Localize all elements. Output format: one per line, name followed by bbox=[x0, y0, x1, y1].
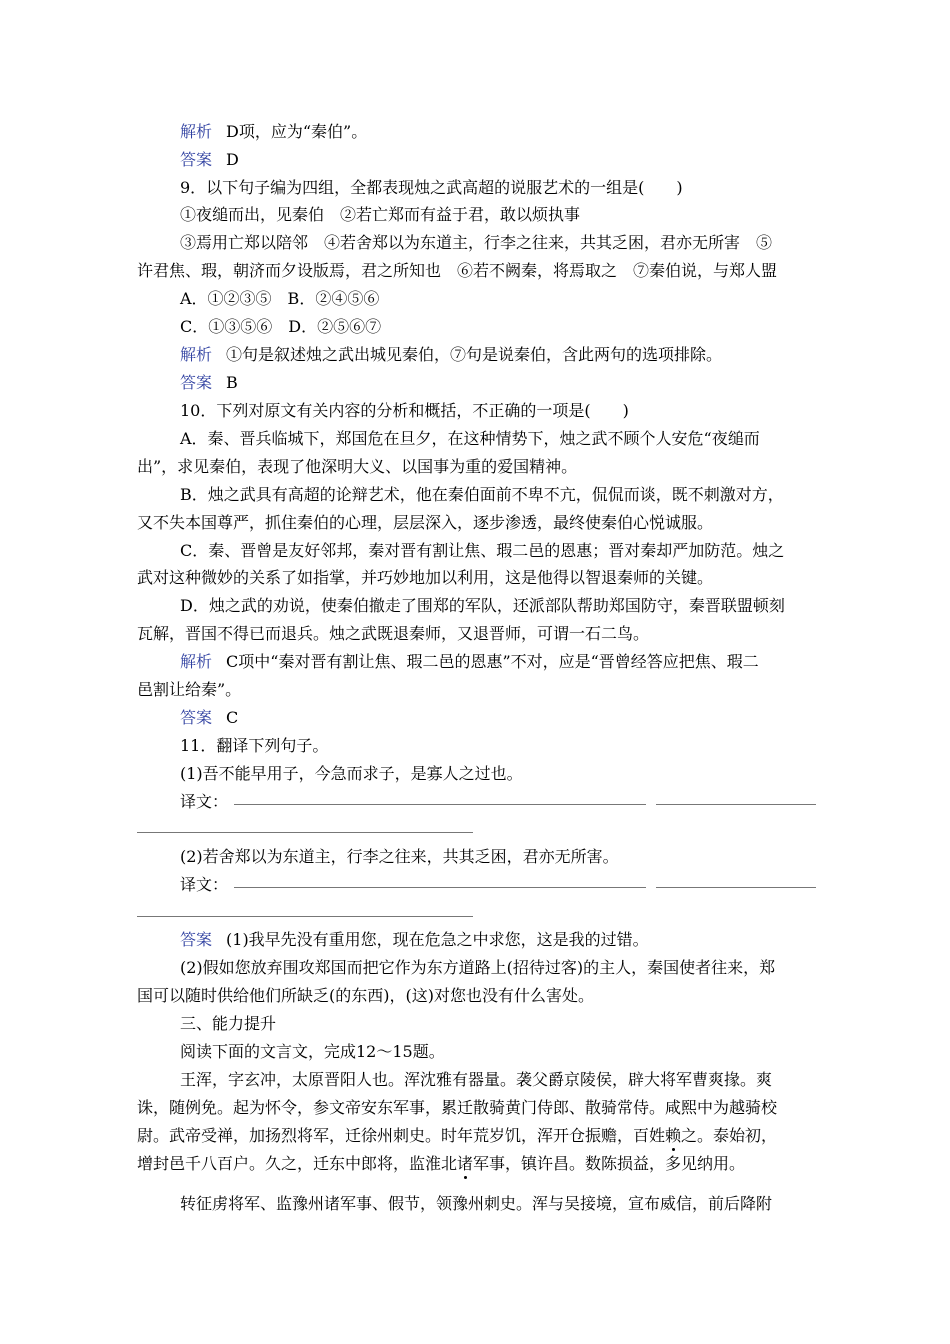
answer-label: 答案 bbox=[180, 708, 213, 727]
q10-analysis-line-2: 邑割让给秦”。 bbox=[137, 680, 242, 699]
q9-analysis-text: ①句是叙述烛之武出城见秦伯，⑦句是说秦伯，含此两句的选项排除。 bbox=[226, 345, 723, 364]
q10-option-d-line-1: D．烛之武的劝说，使秦伯撤走了围郑的军队，还派部队帮助郑国防守，秦晋联盟顿刻 bbox=[180, 596, 785, 615]
q10-option-d-line-2: 瓦解，晋国不得已而退兵。烛之武既退秦师，又退晋师，可谓一石二鸟。 bbox=[137, 624, 650, 643]
q9-sentences-line-2: ③焉用亡郑以陪邻 ④若舍郑以为东道主，行李之往来，共其乏困，君亦无所害 ⑤ bbox=[180, 233, 773, 252]
q9-answer-line bbox=[180, 372, 817, 394]
translation-blank-2b[interactable] bbox=[656, 887, 816, 888]
reading-instruction: 阅读下面的文言文，完成12～15题。 bbox=[180, 1042, 445, 1061]
q10-option-c-line-2: 武对这种微妙的关系了如指掌，并巧妙地加以利用，这是他得以智退秦师的关键。 bbox=[137, 568, 714, 587]
passage-text: 军事，镇许昌。数陈损益，多见纳用。 bbox=[473, 1154, 746, 1173]
q11-answer-line-1 bbox=[180, 929, 817, 951]
q8-answer-line bbox=[180, 149, 817, 171]
answer-label: 答案 bbox=[180, 930, 213, 949]
q10-answer-text: C bbox=[226, 708, 239, 727]
q8-analysis-text: D项，应为“秦伯”。 bbox=[226, 122, 368, 141]
q10-option-a-line-2: 出”，求见秦伯，表现了他深明大义、以国事为重的爱国精神。 bbox=[137, 457, 578, 476]
q10-option-b-line-2: 又不失本国尊严，抓住秦伯的心理，层层深入，逐步渗透，最终使秦伯心悦诚服。 bbox=[137, 513, 714, 532]
q9-sentences-line-1: ①夜缒而出，见秦伯 ②若亡郑而有益于君，敢以烦执事 bbox=[180, 205, 581, 224]
passage-p2-line-1: 转征虏将军、监豫州诸军事、假节，领豫州刺史。浑与吴接境，宣布威信，前后降附 bbox=[180, 1194, 773, 1213]
q10-option-c-line-1: C．秦、晋曾是友好邻邦，秦对晋有割让焦、瑕二邑的恩惠；晋对秦却严加防范。烛之 bbox=[180, 541, 785, 560]
translation-blank-1b[interactable] bbox=[656, 804, 816, 805]
q9-options-ab: A．①②③⑤ B．②④⑤⑥ bbox=[180, 289, 380, 308]
q8-answer-text: D bbox=[226, 150, 239, 169]
q11-answer-line-2: (2)假如您放弃围攻郑国而把它作为东方道路上(招待过客)的主人，秦国使者往来，郑 bbox=[180, 958, 776, 977]
q11-sentence-1: (1)吾不能早用子，今急而求子，是寡人之过也。 bbox=[180, 764, 523, 783]
passage-text: 之。泰始初， bbox=[681, 1126, 778, 1145]
answer-label: 答案 bbox=[180, 373, 213, 392]
q10-answer-line bbox=[180, 707, 817, 729]
q9-analysis-line bbox=[180, 344, 817, 366]
analysis-label: 解析 bbox=[180, 345, 213, 364]
q8-analysis-line bbox=[180, 121, 817, 143]
dotted-character: 赖 bbox=[665, 1126, 682, 1145]
q11-answer-line-3: 国可以随时供给他们所缺乏(的东西)，(这)对您也没有什么害处。 bbox=[137, 986, 594, 1005]
q9-options-cd: C．①③⑤⑥ D．②⑤⑥⑦ bbox=[180, 317, 382, 336]
translation-blank-2c[interactable] bbox=[137, 916, 473, 917]
q11-translation-label-1: 译文： bbox=[180, 792, 229, 811]
answer-label: 答案 bbox=[180, 150, 213, 169]
passage-text: 尉。武帝受禅，加扬烈将军，迁徐州刺史。时年荒岁饥，浑开仓振赡，百姓 bbox=[137, 1126, 666, 1145]
q9-sentences-line-3: 许君焦、瑕，朝济而夕设版焉，君之所知也 ⑥若不阙秦，将焉取之 ⑦秦伯说，与郑人盟 bbox=[137, 261, 778, 280]
q11-answer-text-1: (1)我早先没有重用您，现在危急之中求您，这是我的过错。 bbox=[226, 930, 649, 949]
q10-stem: 10．下列对原文有关内容的分析和概括，不正确的一项是( ) bbox=[180, 401, 629, 420]
analysis-label: 解析 bbox=[180, 652, 213, 671]
q10-analysis-text-1: C项中“秦对晋有割让焦、瑕二邑的恩惠”不对，应是“晋曾经答应把焦、瑕二 bbox=[226, 652, 759, 671]
passage-p1-line-4 bbox=[137, 1153, 817, 1175]
q10-option-b-line-1: B．烛之武具有高超的论辩艺术，他在秦伯面前不卑不亢，侃侃而谈，既不刺激对方， bbox=[180, 485, 784, 504]
dotted-character: 诸 bbox=[457, 1154, 474, 1173]
passage-p1-line-1: 王浑，字玄冲，太原晋阳人也。浑沈雅有器量。袭父爵京陵侯，辟大将军曹爽掾。爽 bbox=[180, 1070, 773, 1089]
q11-sentence-2: (2)若舍郑以为东道主，行李之往来，共其乏困，君亦无所害。 bbox=[180, 847, 619, 866]
passage-p1-line-2: 诛，随例免。起为怀令，参文帝安东军事，累迁散骑黄门侍郎、散骑常侍。咸熙中为越骑校 bbox=[137, 1098, 778, 1117]
q9-answer-text: B bbox=[226, 373, 238, 392]
translation-blank-2a[interactable] bbox=[234, 887, 646, 888]
analysis-label: 解析 bbox=[180, 122, 213, 141]
q10-analysis-line-1 bbox=[180, 651, 817, 673]
q9-stem: 9．以下句子编为四组，全都表现烛之武高超的说服艺术的一组是( ) bbox=[180, 178, 683, 197]
translation-blank-1a[interactable] bbox=[234, 804, 646, 805]
translation-blank-1c[interactable] bbox=[137, 832, 473, 833]
q11-stem: 11．翻译下列句子。 bbox=[180, 736, 329, 755]
q10-option-a-line-1: A．秦、晋兵临城下，郑国危在旦夕，在这种情势下，烛之武不顾个人安危“夜缒而 bbox=[180, 429, 760, 448]
section-heading: 三、能力提升 bbox=[180, 1014, 277, 1033]
q11-translation-label-2: 译文： bbox=[180, 875, 229, 894]
passage-p1-line-3 bbox=[137, 1125, 817, 1147]
passage-text: 增封邑千八百户。久之，迁东中郎将，监淮北 bbox=[137, 1154, 458, 1173]
